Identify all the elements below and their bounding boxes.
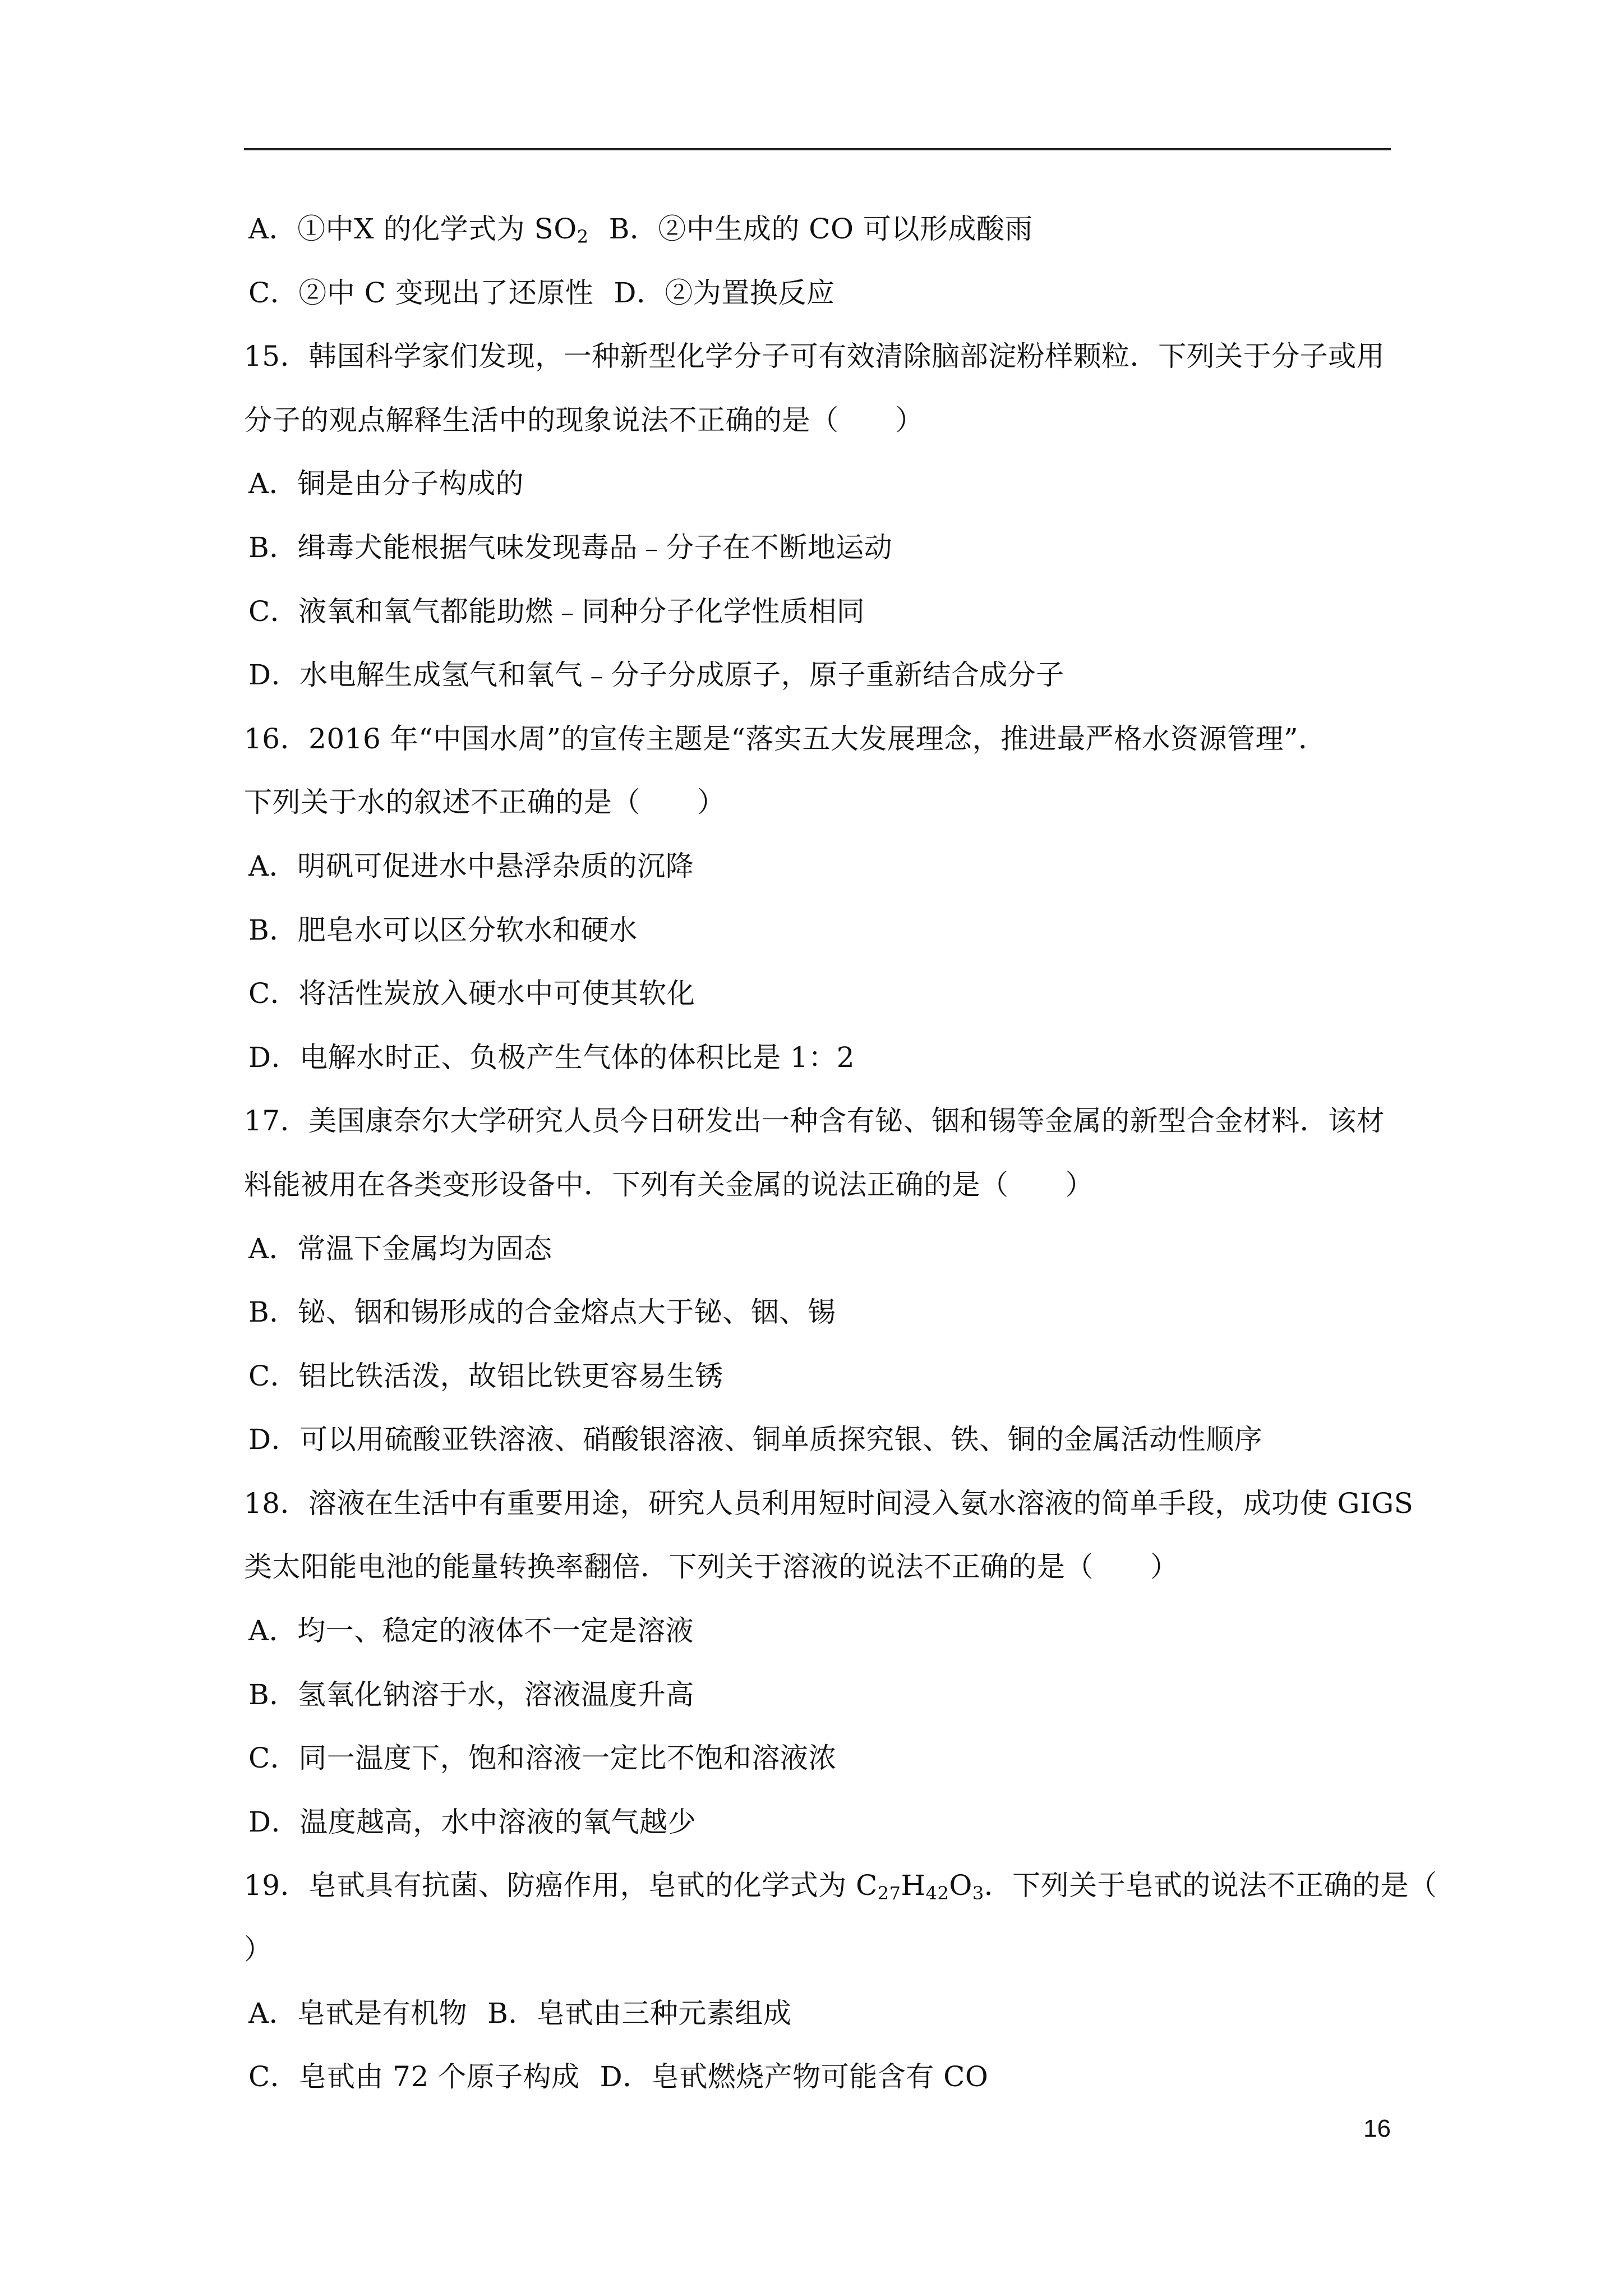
q15-option-d: D．水电解生成氢气和氧气﹣分子分成原子，原子重新结合成分子 — [248, 659, 1064, 692]
exam-content — [244, 197, 1437, 2109]
q16-stem-line1: 16．2016 年“中国水周”的宣传主题是“落实五大发展理念，推进最严格水资源管理”． — [244, 722, 1327, 755]
q16-option-a: A．明矾可促进水中悬浮杂质的沉降 — [248, 849, 694, 882]
q19-option-c: C．皂甙由 72 个原子构成 — [248, 2060, 580, 2093]
q18-option-c: C．同一温度下，饱和溶液一定比不饱和溶液浓 — [248, 1742, 837, 1775]
q19-stem-post: ．下列关于皂甙的说法不正确的是（ — [984, 1869, 1437, 1902]
q19-stem-pre: 19．皂甙具有抗菌、防癌作用，皂甙的化学式为 C — [244, 1869, 878, 1902]
q19-option-d: D．皂甙燃烧产物可能含有 CO — [600, 2060, 989, 2093]
q14-option-a-text: X 的化学式为 SO — [354, 213, 577, 245]
q17-option-d: D．可以用硫酸亚铁溶液、硝酸银溶液、铜单质探究银、铁、铜的金属活动性顺序 — [248, 1423, 1263, 1456]
q17-stem-line2: 料能被用在各类变形设备中．下列有关金属的说法正确的是（ ） — [244, 1168, 1094, 1201]
q18-option-a: A．均一、稳定的液体不一定是溶液 — [248, 1614, 694, 1648]
q18-option-d: D．温度越高，水中溶液的氧气越少 — [248, 1805, 697, 1838]
q14-options-ab — [244, 197, 1391, 261]
q16-option-c: C．将活性炭放入硬水中可使其软化 — [248, 977, 695, 1010]
q19-options-cd — [244, 2045, 1391, 2109]
q16-option-d: D．电解水时正、负极产生气体的体积比是 1：2 — [248, 1041, 855, 1074]
q16-stem-line2: 下列关于水的叙述不正确的是（ ） — [244, 786, 726, 819]
q15-option-c: C．液氧和氧气都能助燃﹣同种分子化学性质相同 — [248, 595, 865, 628]
q14-option-b: B．②中生成的 CO 可以形成酸雨 — [608, 213, 1033, 245]
q17-option-c: C．铝比铁活泼，故铝比铁更容易生锈 — [248, 1359, 723, 1392]
q18-stem-line1: 18．溶液在生活中有重要用途，研究人员利用短时间浸入氨水溶液的简单手段，成功使 GIGS — [244, 1487, 1414, 1520]
q17-stem-line1: 17．美国康奈尔大学研究人员今日研发出一种含有铋、铟和锡等金属的新型合金材料．该材 — [244, 1105, 1385, 1138]
q19-option-b: B．皂甙由三种元素组成 — [487, 1996, 792, 2030]
q14-option-a-label: A．①中 — [248, 213, 354, 245]
page-number: 16 — [1363, 2115, 1391, 2142]
q19-formula-sub-o: 3 — [972, 1883, 984, 1904]
header-rule — [244, 148, 1391, 150]
q19-formula-sub-h: 42 — [925, 1883, 949, 1904]
q19-options-ab — [244, 1982, 1391, 2046]
q19-formula-h: H — [901, 1869, 926, 1902]
q14-option-c: C．②中 C 变现出了还原性 — [248, 276, 594, 309]
q19-stem-line1 — [244, 1854, 1437, 1918]
q18-option-b: B．氢氧化钠溶于水，溶液温度升高 — [248, 1678, 694, 1711]
q14-option-d: D．②为置换反应 — [614, 276, 835, 309]
q17-option-b: B．铋、铟和锡形成的合金熔点大于铋、铟、锡 — [248, 1296, 836, 1329]
q19-stem-line2: ） — [244, 1933, 273, 1966]
q15-option-b: B．缉毒犬能根据气味发现毒品﹣分子在不断地运动 — [248, 531, 893, 564]
q15-stem-line1: 15．韩国科学家们发现，一种新型化学分子可有效清除脑部淀粉样颗粒．下列关于分子或用 — [244, 340, 1385, 373]
q19-formula-o: O — [949, 1869, 972, 1902]
q14-option-a-subscript: 2 — [577, 226, 589, 247]
q18-stem-line2: 类太阳能电池的能量转换率翻倍．下列关于溶液的说法不正确的是（ ） — [244, 1550, 1179, 1584]
q14-options-cd — [244, 261, 1391, 325]
q15-stem-line2: 分子的观点解释生活中的现象说法不正确的是（ ） — [244, 403, 924, 436]
q15-option-a: A．铜是由分子构成的 — [248, 467, 524, 500]
q17-option-a: A．常温下金属均为固态 — [248, 1232, 552, 1265]
q19-formula-sub-c: 27 — [877, 1883, 901, 1904]
q19-option-a: A．皂甙是有机物 — [248, 1996, 468, 2030]
q16-option-b: B．肥皂水可以区分软水和硬水 — [248, 913, 638, 946]
